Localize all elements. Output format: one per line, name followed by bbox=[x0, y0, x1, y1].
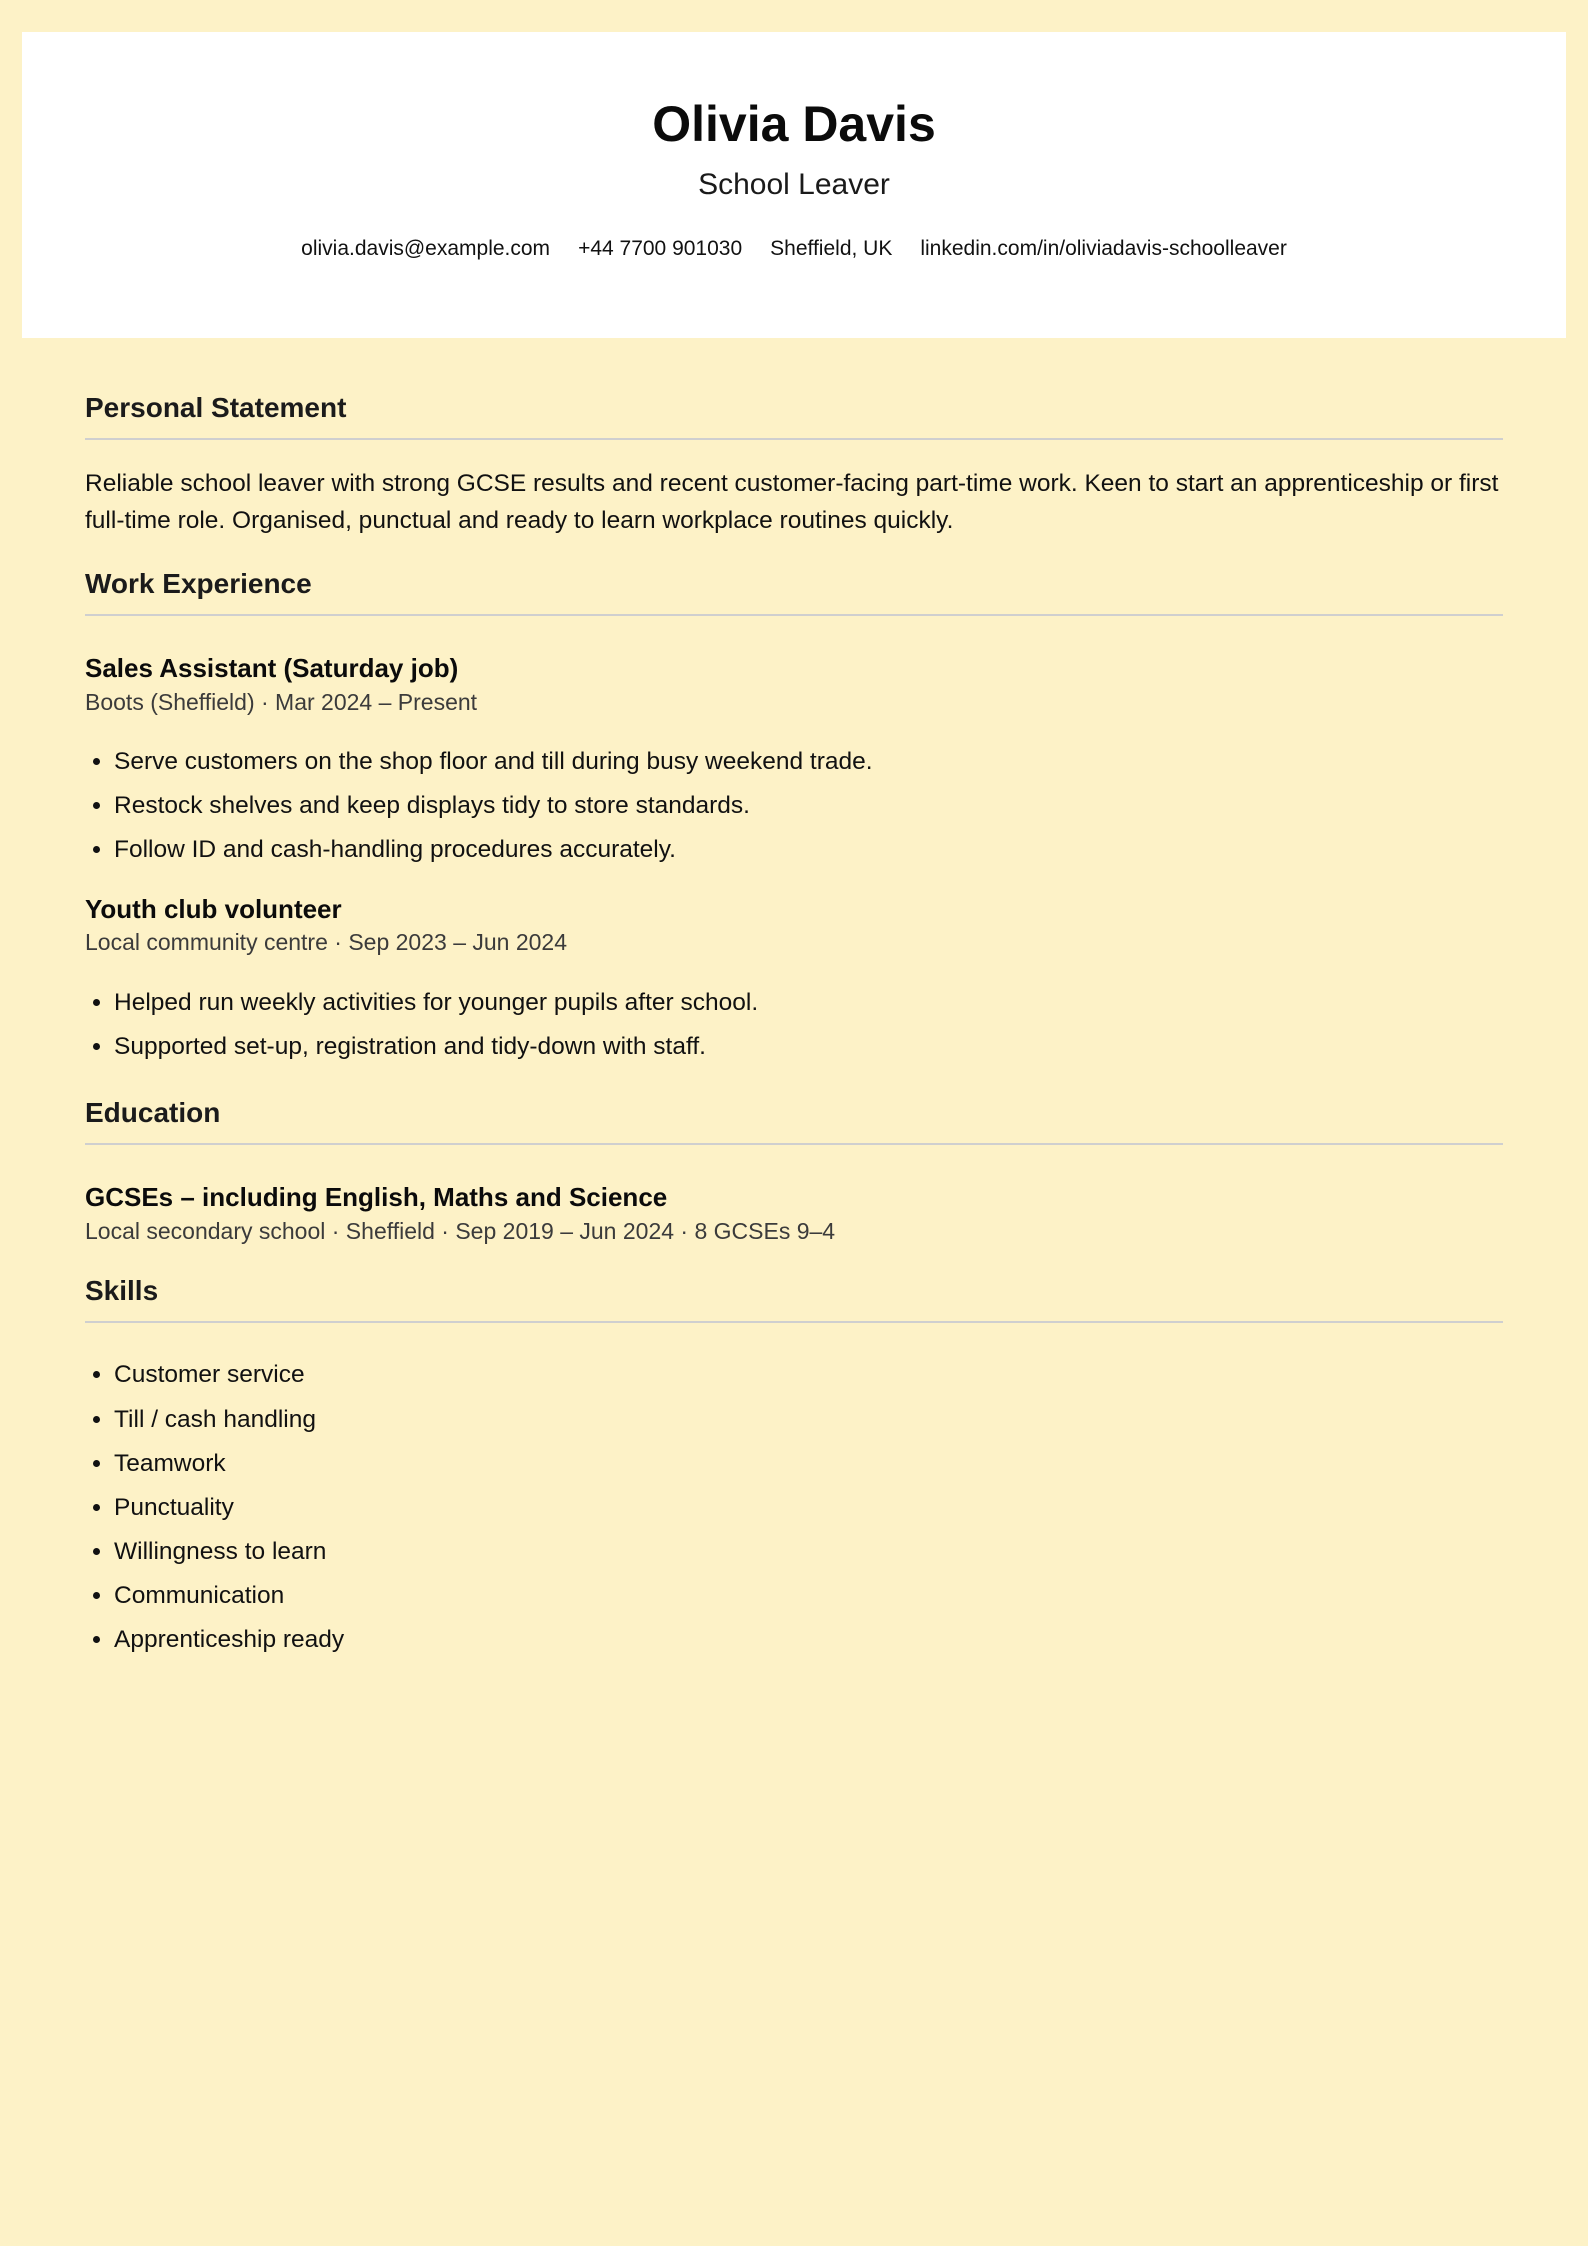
job-bullet: • Serve customers on the shop floor and till during busy weekend trade. bbox=[114, 740, 1503, 784]
job-meta: Local community centre · Sep 2023 – Jun 2024 bbox=[85, 929, 568, 956]
section-heading-work-experience: Work Experience bbox=[85, 566, 1503, 616]
skill-item: • Communication bbox=[114, 1574, 1503, 1618]
education-title: GCSEs – including English, Maths and Science bbox=[85, 1182, 668, 1213]
education-entry bbox=[85, 1181, 1503, 1247]
skill-item: • Till / cash handling bbox=[114, 1398, 1503, 1442]
job-entry bbox=[85, 893, 1503, 1069]
contact-phone[interactable]: +44 7700 901030 bbox=[578, 237, 743, 260]
job-bullet: • Follow ID and cash-handling procedures accurately. bbox=[114, 828, 1503, 872]
job-bullets bbox=[85, 740, 1503, 872]
section-heading-education: Education bbox=[85, 1095, 1503, 1145]
contact-location: Sheffield, UK bbox=[770, 237, 893, 260]
skill-item: • Punctuality bbox=[114, 1486, 1503, 1530]
skills-section bbox=[85, 1273, 1503, 1662]
work-experience-section bbox=[85, 566, 1503, 1069]
section-heading-personal-statement: Personal Statement bbox=[85, 390, 1503, 440]
job-title: Sales Assistant (Saturday job) bbox=[85, 653, 459, 684]
skills-list bbox=[85, 1353, 1503, 1662]
skill-item: • Willingness to learn bbox=[114, 1530, 1503, 1574]
job-bullets bbox=[85, 981, 1503, 1069]
resume-body bbox=[85, 390, 1503, 1688]
candidate-name: Olivia Davis bbox=[652, 96, 936, 152]
personal-statement-section bbox=[85, 390, 1503, 540]
skill-item: • Apprenticeship ready bbox=[114, 1618, 1503, 1662]
job-bullet: • Helped run weekly activities for younger pupils after school. bbox=[114, 981, 1503, 1025]
job-bullet: • Supported set-up, registration and tidy-down with staff. bbox=[114, 1025, 1503, 1069]
contact-bar bbox=[22, 234, 1566, 263]
personal-statement-text: Reliable school leaver with strong GCSE results and recent customer-facing part-time work. Keen to start an apprenticeship or first full-time role. Organised, punctual and ready to learn workplace routines quickly. bbox=[85, 470, 1499, 535]
section-heading-skills: Skills bbox=[85, 1273, 1503, 1323]
job-meta: Boots (Sheffield) · Mar 2024 – Present bbox=[85, 689, 478, 716]
skill-item: • Teamwork bbox=[114, 1442, 1503, 1486]
job-title: Youth club volunteer bbox=[85, 893, 342, 924]
candidate-role: School Leaver bbox=[698, 168, 890, 201]
education-section bbox=[85, 1095, 1503, 1247]
header-card bbox=[22, 32, 1566, 338]
skill-item: • Customer service bbox=[114, 1353, 1503, 1397]
contact-linkedin[interactable]: linkedin.com/in/oliviadavis-schoolleaver bbox=[920, 237, 1287, 260]
job-bullet: • Restock shelves and keep displays tidy to store standards. bbox=[114, 784, 1503, 828]
contact-email[interactable]: olivia.davis@example.com bbox=[301, 237, 551, 260]
education-meta: Local secondary school · Sheffield · Sep 2019 – Jun 2024 · 8 GCSEs 9–4 bbox=[85, 1217, 836, 1244]
job-entry bbox=[85, 652, 1503, 872]
